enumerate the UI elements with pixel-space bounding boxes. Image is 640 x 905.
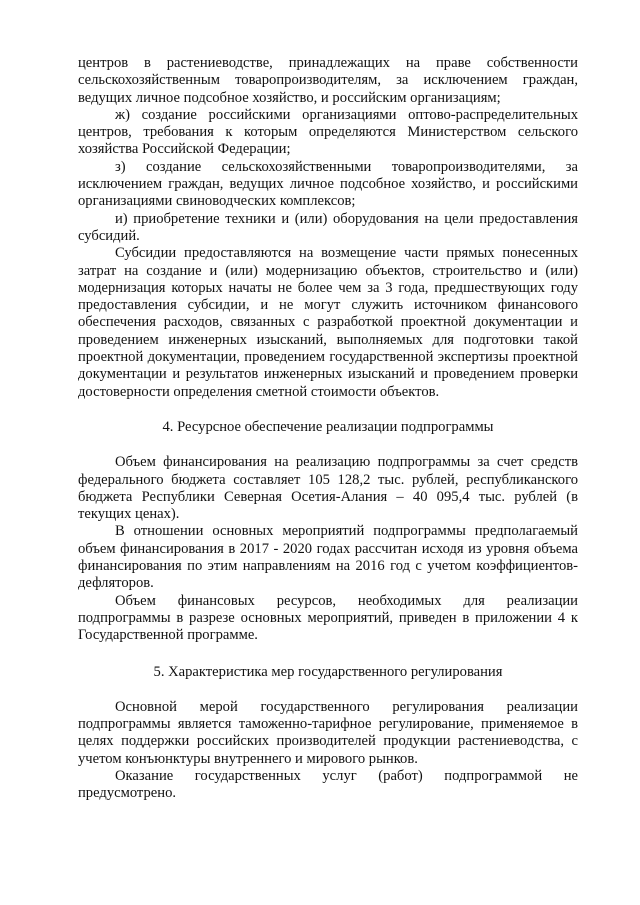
- paragraph-item-i: и) приобретение техники и (или) оборудования на цели предоставления субсидий.: [78, 210, 578, 244]
- section-5-heading: 5. Характеристика мер государственного регулирования: [153, 663, 503, 680]
- document-page: [78, 55, 578, 803]
- paragraph-item-zh: ж) создание российскими организациями оптово-распределительных центров, требования к которым определяются Министерством сельского хозяйства Российской Федерации;: [78, 106, 578, 158]
- spacer: [78, 681, 578, 699]
- spacer: [78, 645, 578, 664]
- spacer: [78, 401, 578, 419]
- paragraph-services: Оказание государственных услуг (работ) подпрограммой не предусмотрено.: [78, 767, 578, 802]
- paragraph-item-z: з) создание сельскохозяйственными товаропроизводителями, за исключением граждан, ведущих личное подсобное хозяйство, и российскими организациями свиноводческих комплексов;: [78, 158, 578, 210]
- paragraph-regulation: Основной мерой государственного регулирования реализации подпрограммы является таможенно-тарифное регулирование, применяемое в целях поддержки российских производителей продукции растениеводства, с учетом конъюнктуры внутреннего и мирового рынков.: [78, 698, 578, 767]
- spacer: [78, 436, 578, 454]
- section-4-heading: 4. Ресурсное обеспечение реализации подпрограммы: [162, 418, 494, 435]
- paragraph-funding-forecast: В отношении основных мероприятий подпрограммы предполагаемый объем финансирования в 2017 - 2020 годах рассчитан исходя из уровня объема финансирования по этим направлениям на 2016 год с учетом коэффициентов-дефляторов.: [78, 523, 578, 592]
- paragraph-subsidies: Субсидии предоставляются на возмещение части прямых понесенных затрат на создание и (или) модернизацию объектов, строительство и (или) модернизация которых начаты не более чем за 3 года, предшествующих году предоставления субсидии, и не могут служить источником финансового обеспечения расходов, связанных с разработкой проектной документации и проведением инженерных изысканий, выполняемых для подготовки такой проектной документации, проведением государственной экспертизы проектной документации и результатов инженерных изысканий и проведением проверки достоверности определения сметной стоимости объектов.: [78, 245, 578, 400]
- paragraph-continuation: центров в растениеводстве, принадлежащих на праве собственности сельскохозяйственным товаропроизводителям, за исключением граждан, ведущих личное подсобное хозяйство, и российским организациям;: [78, 55, 578, 106]
- paragraph-funding-volume: Объем финансирования на реализацию подпрограммы за счет средств федерального бюджета составляет 105 128,2 тыс. рублей, республиканского бюджета Республики Северная Осетия-Алания – 40 095,4 тыс. рублей (в текущих ценах).: [78, 454, 578, 523]
- paragraph-funding-appendix: Объем финансовых ресурсов, необходимых для реализации подпрограммы в разрезе основных мероприятий, приведен в приложении 4 к Государственной программе.: [78, 592, 578, 644]
